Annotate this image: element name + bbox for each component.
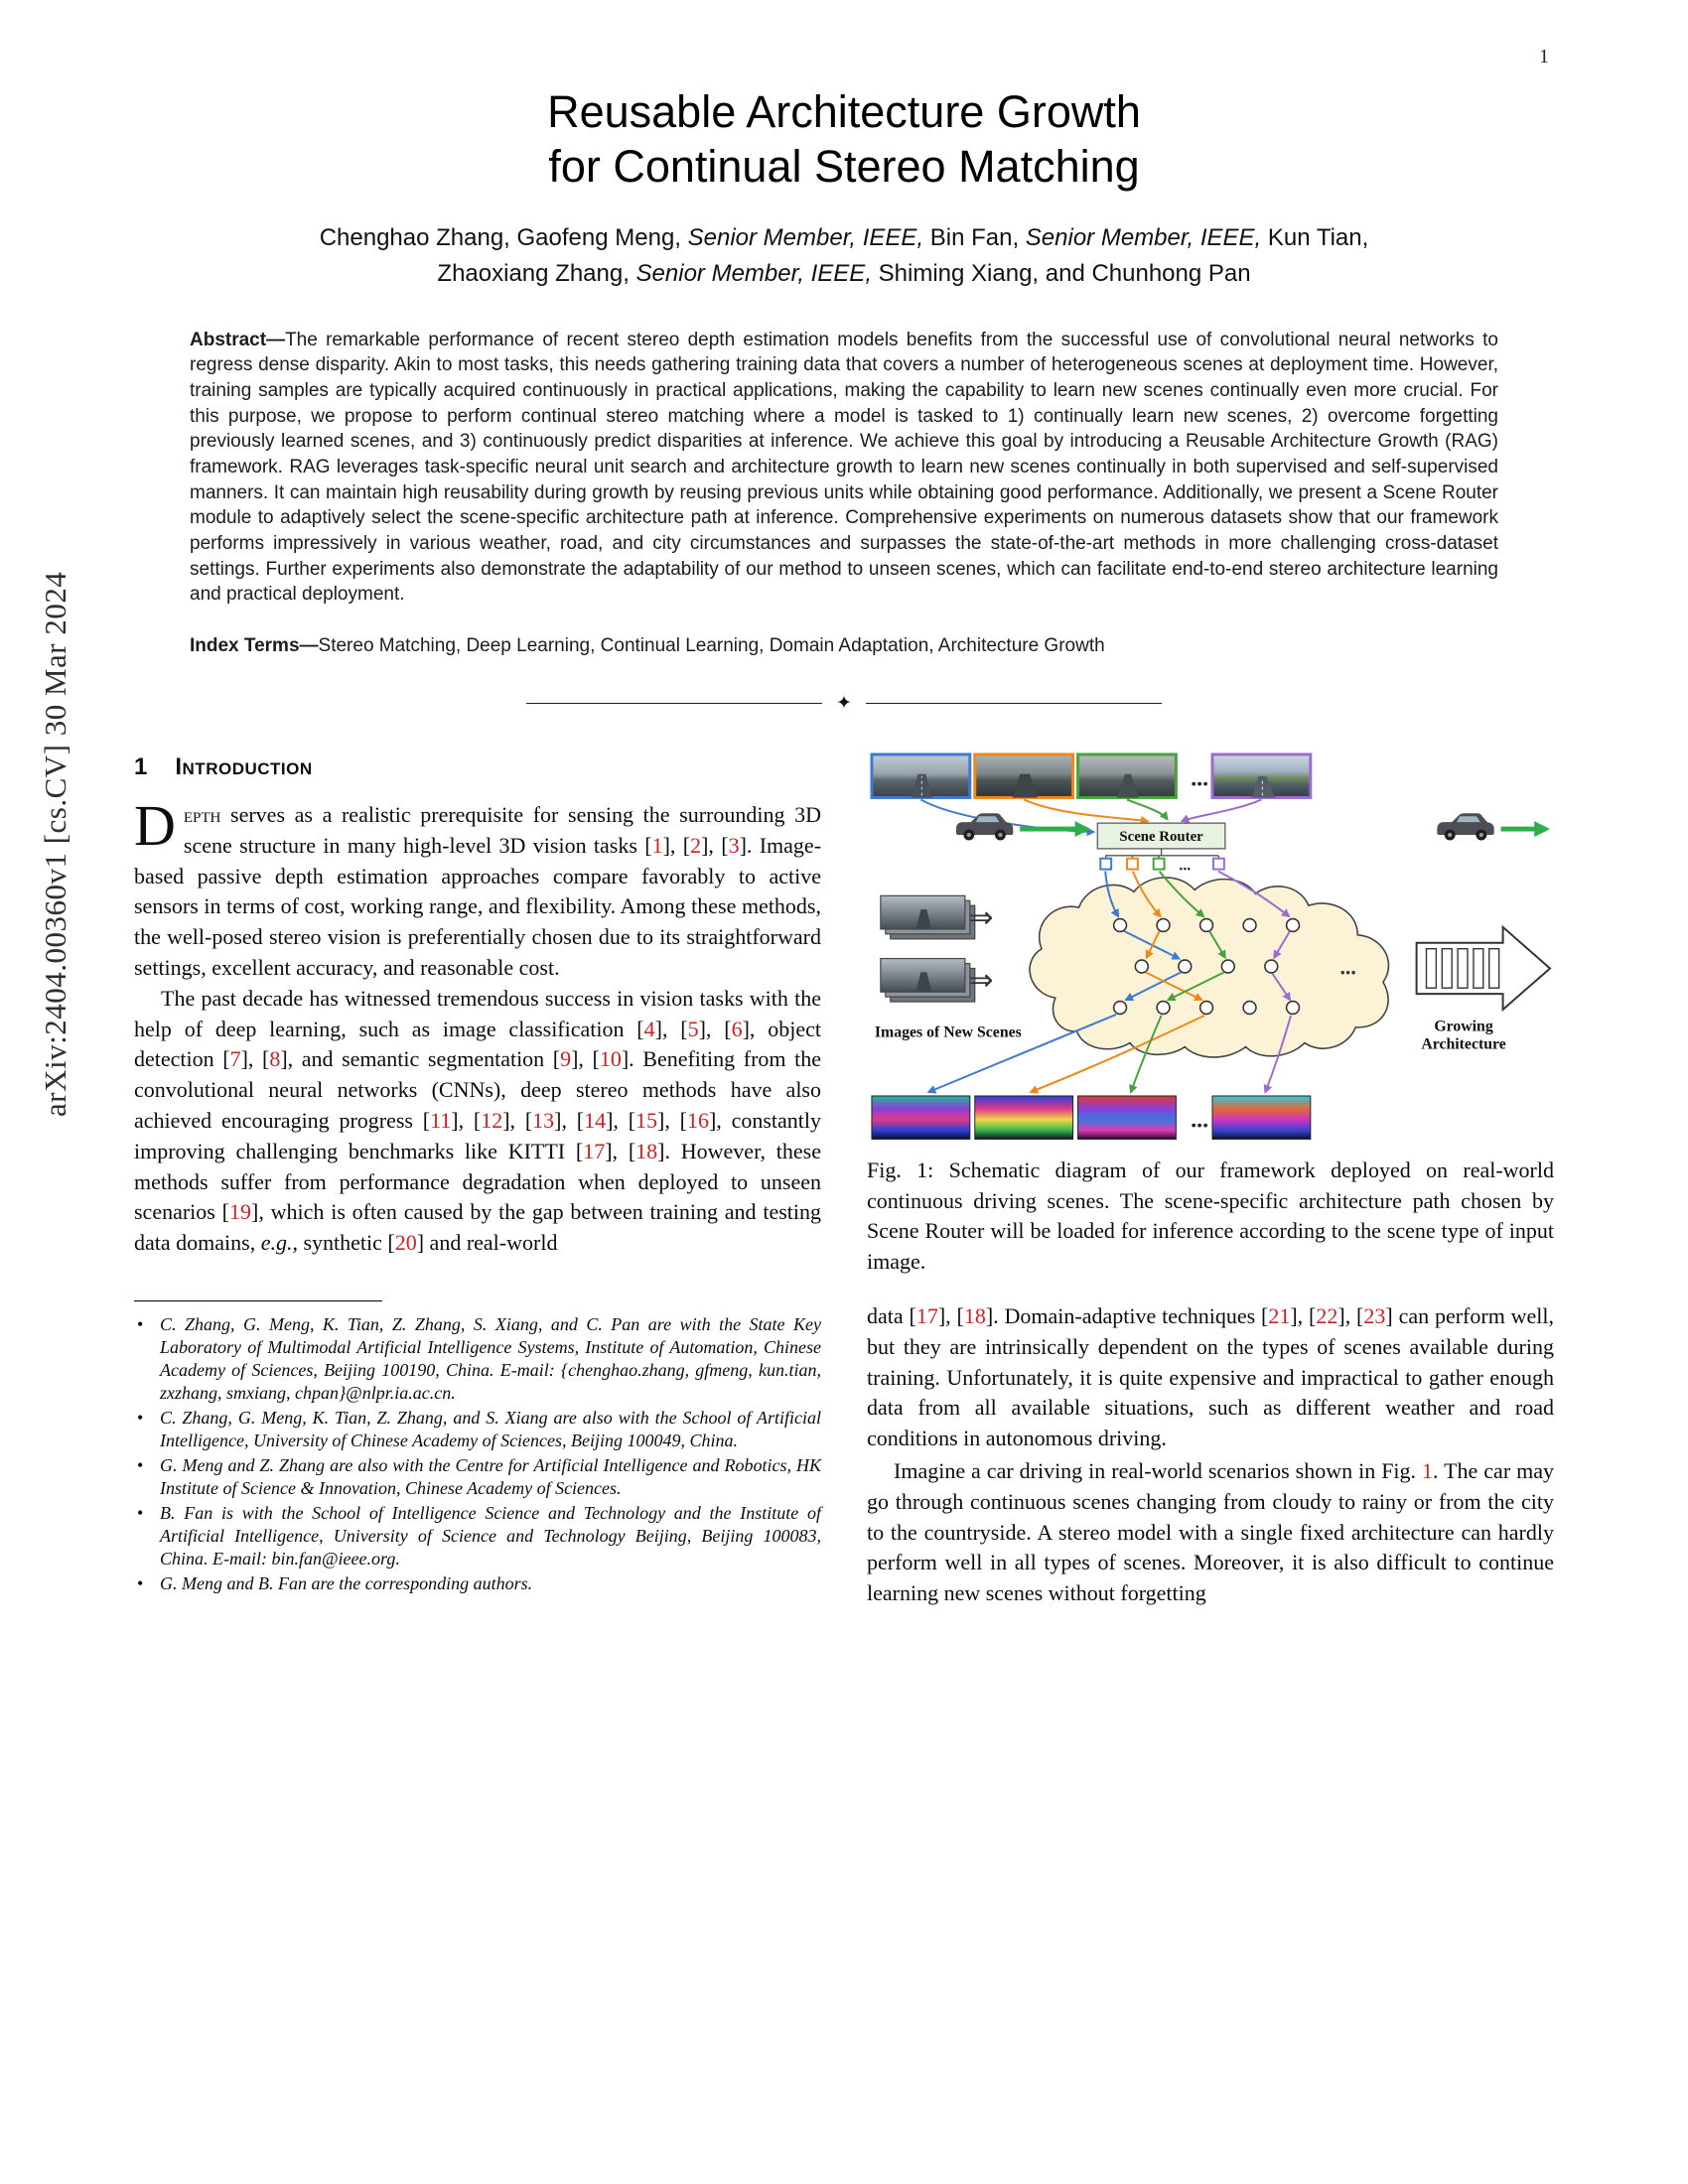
paper-content (134, 85, 1554, 1609)
index-terms-text: Stereo Matching, Deep Learning, Continual Learning, Domain Adaptation, Architecture Growth (318, 634, 1105, 656)
footnote-text: G. Meng and Z. Zhang are also with the Centre for Artificial Intelligence and Robotics, HK Institute of Science & Innovation, Chinese Academy of Sciences. (160, 1455, 821, 1499)
path-square-green (1154, 859, 1165, 870)
citation-link[interactable]: 13 (532, 1108, 555, 1134)
abstract (190, 328, 1498, 608)
scene-image-suburban (1212, 754, 1311, 797)
right-paragraph-1: data [17], [18]. Domain-adaptive techniques [21], [22], [23] can perform well, but they are intrinsically dependent on the types of scenes available during training. Unfortunately, it is quite expensive and impractical to gather enough data from all available situations, such as different weather and road conditions in autonomous driving. (867, 1303, 1555, 1451)
unit-node (1200, 1002, 1213, 1015)
unit-node (1265, 961, 1278, 974)
italic-text: Senior Member, IEEE, (687, 223, 924, 251)
unit-node (1243, 919, 1256, 932)
unit-node (1221, 961, 1234, 974)
unit-node (1200, 919, 1213, 932)
citation-link[interactable]: 6 (731, 1016, 743, 1041)
car-icon-right (1437, 814, 1493, 841)
section-number: 1 (134, 753, 148, 781)
citation-link[interactable]: 9 (560, 1046, 572, 1072)
scene-router-label: Scene Router (1119, 829, 1203, 846)
section-title: Introduction (175, 753, 313, 781)
unit-node (1179, 961, 1192, 974)
citation-link[interactable]: 12 (481, 1108, 503, 1134)
figure-1-caption: Fig. 1: Schematic diagram of our framework deployed on real-world continuous driving scenes. The scene-specific architecture path chosen by Scene Router will be loaded for inference according to the scene type of input image. (867, 1157, 1554, 1275)
ellipsis: ... (1191, 1108, 1209, 1135)
citation-link[interactable]: 23 (1363, 1303, 1386, 1329)
bullet-icon: • (137, 1314, 144, 1335)
citation-link[interactable]: 17 (915, 1303, 938, 1329)
citation-link[interactable]: 3 (728, 832, 740, 858)
image-stack-2 (881, 959, 975, 1002)
unit-node (1157, 919, 1170, 932)
double-arrow-icon: ⇒ (968, 965, 994, 998)
footnote-item (134, 1454, 821, 1500)
unit-node (1114, 1002, 1127, 1015)
citation-link[interactable]: 20 (394, 1230, 417, 1256)
image-stack-1 (881, 896, 975, 939)
author-line-2: Zhaoxiang Zhang, Senior Member, IEEE, Shiming Xiang, and Chunhong Pan (437, 259, 1251, 287)
car-icon-left (956, 814, 1013, 841)
path-square-purple (1213, 859, 1224, 870)
citation-link[interactable]: 22 (1316, 1303, 1338, 1329)
path-square-blue (1100, 859, 1111, 870)
bullet-icon: • (137, 1503, 144, 1524)
footnote-item (134, 1313, 821, 1405)
bullet-icon: • (137, 1408, 144, 1429)
growing-label-line1: Growing (1434, 1019, 1493, 1036)
index-terms-label: Index Terms— (190, 634, 319, 656)
author-list (134, 220, 1554, 292)
unit-node (1157, 1002, 1170, 1015)
italic-text: e.g. (260, 1230, 293, 1256)
right-column (867, 751, 1554, 1609)
architecture-layer-bar (1442, 949, 1452, 989)
citation-link[interactable]: 5 (687, 1016, 699, 1041)
ellipsis: ... (1191, 766, 1209, 793)
section-separator (526, 692, 1162, 715)
citation-link[interactable]: 18 (963, 1303, 986, 1329)
architecture-layer-bar (1458, 949, 1468, 989)
bullet-icon: • (137, 1455, 144, 1476)
citation-link[interactable]: 17 (583, 1138, 606, 1163)
architecture-layer-bar (1489, 949, 1499, 989)
scene-router (1097, 824, 1225, 875)
two-column-body (134, 751, 1554, 1609)
citation-link[interactable]: 14 (584, 1108, 607, 1134)
double-arrow-icon: ⇒ (968, 902, 994, 935)
unit-node (1287, 919, 1300, 932)
intro-paragraph-1: Depth serves as a realistic prerequisite for sensing the surrounding 3D scene structure in many high-level 3D vision tasks [1], [2], [3]. Image-based passive depth estimation approaches compare favorably to active sensors in terms of cost, working range, and flexibility. Among these methods, the well-posed stereo vision is preferentially chosen due to its straightforward settings, excellent accuracy, and reasonable cost. (134, 793, 822, 981)
footnote-text: G. Meng and B. Fan are the corresponding authors. (160, 1573, 533, 1594)
citation-link[interactable]: 16 (686, 1108, 709, 1134)
italic-text: Senior Member, IEEE, (1025, 223, 1262, 251)
footnote-text: C. Zhang, G. Meng, K. Tian, Z. Zhang, and S. Xiang are also with the School of Artificial Intelligence, University of Chinese Academy of Sciences, Beijing 100049, China. (160, 1408, 821, 1451)
italic-text: Senior Member, IEEE, (635, 259, 872, 287)
disparity-map-1 (872, 1096, 970, 1139)
citation-link[interactable]: 2 (690, 832, 702, 858)
diamond-separator-icon: ✦ (836, 693, 852, 715)
growing-architecture (1417, 927, 1550, 1053)
title-line-2: for Continual Stereo Matching (548, 140, 1140, 192)
path-square-orange (1127, 859, 1138, 870)
left-column (134, 751, 821, 1609)
citation-link[interactable]: 8 (269, 1046, 281, 1072)
ellipsis: ... (1339, 955, 1356, 980)
scene-image-rainy (975, 754, 1073, 797)
unit-node (1114, 919, 1127, 932)
citation-link[interactable]: 1 (1422, 1458, 1434, 1484)
figure1-schematic (867, 751, 1554, 1143)
title-line-1: Reusable Architecture Growth (547, 86, 1141, 137)
footnote-rule (134, 1300, 382, 1301)
citation-link[interactable]: 10 (599, 1046, 622, 1072)
section-1-heading (134, 751, 821, 784)
author-line-1: Chenghao Zhang, Gaofeng Meng, Senior Member, IEEE, Bin Fan, Senior Member, IEEE, Kun Tian, (319, 223, 1369, 251)
output-disparity-maps (872, 1096, 1311, 1139)
abstract-label: Abstract— (190, 329, 286, 350)
growing-label-line2: Architecture (1421, 1035, 1506, 1053)
citation-link[interactable]: 4 (643, 1016, 655, 1041)
drop-cap: D (134, 793, 176, 859)
paper-title (134, 85, 1554, 195)
figure-1 (867, 751, 1554, 1143)
abstract-text: The remarkable performance of recent stereo depth estimation models benefits from the successful use of convolutional neural networks to regress dense disparity. Akin to most tasks, this needs gathering training data that covers a number of heterogeneous scenes at deployment time. However, training samples are typically acquired continuously in practical applications, making the capability to learn new scenes continually even more crucial. For this purpose, we propose to perform continual stereo matching where a model is tasked to 1) continually learn new scenes, 2) overcome forgetting previously learned scenes, and 3) continuously predict disparities at inference. We achieve this goal by introducing a Reusable Architecture Growth (RAG) framework. RAG leverages task-specific neural unit search and architecture growth to learn new scenes continually in both supervised and self-supervised manners. It can maintain high reusability during growth by reusing previous units while obtaining good performance. Additionally, we present a Scene Router module to adaptively select the scene-specific architecture path at inference. Comprehensive experiments on numerous datasets show that our framework performs impressively in various weather, road, and city circumstances and surpasses the state-of-the-art methods in more challenging cross-dataset settings. Further experiments also demonstrate the adaptability of our method to unseen scenes, which can facilitate end-to-end stereo architecture learning and practical deployment. (190, 329, 1498, 606)
author-footnotes (134, 1300, 821, 1595)
footnote-item (134, 1572, 821, 1595)
right-paragraph-2: Imagine a car driving in real-world scenarios shown in Fig. 1. The car may go through continuous scenes changing from cloudy to rainy or from the city to the countryside. A stereo model with a single fixed architecture can hardly perform well in all types of scenes. Moreover, it is also difficult to continue learning new scenes without forgetting (867, 1458, 1555, 1606)
citation-link[interactable]: 21 (1268, 1303, 1291, 1329)
architecture-layer-bar (1474, 949, 1483, 989)
separator-line-left (526, 703, 822, 704)
bullet-icon: • (137, 1573, 144, 1594)
architecture-layer-bar (1426, 949, 1436, 989)
footnote-item (134, 1502, 821, 1570)
images-of-new-scenes-label: Images of New Scenes (874, 1024, 1022, 1042)
citation-link[interactable]: 11 (430, 1108, 452, 1134)
footnote-item (134, 1407, 821, 1452)
smallcaps-text: epth (183, 802, 221, 828)
intro-paragraph-2: The past decade has witnessed tremendous success in vision tasks with the help of deep learning, such as image classification [4], [5], [6], object detection [7], [8], and semantic segmentation [9], [10]. Benefiting from the convolutional neural networks (CNNs), deep stereo methods have also achieved encouraging progress [11], [12], [13], [14], [15], [16], constantly improving challenging benchmarks like KITTI [17], [18]. However, these methods suffer from performance degradation when deployed to unseen scenarios [19], which is often caused by the gap between training and testing data domains, e.g., synthetic [20] and real-world (134, 985, 822, 1256)
architecture-cloud (1030, 878, 1388, 1057)
disparity-map-3 (1078, 1096, 1177, 1139)
citation-link[interactable]: 18 (635, 1138, 658, 1163)
citation-link[interactable]: 15 (635, 1108, 658, 1134)
disparity-map-4 (1212, 1096, 1311, 1139)
separator-line-right (866, 703, 1162, 704)
page-number: 1 (1539, 46, 1549, 68)
citation-link[interactable]: 7 (229, 1046, 241, 1072)
input-scene-images (872, 754, 1311, 797)
index-terms (190, 633, 1498, 659)
unit-node (1243, 1002, 1256, 1015)
citation-link[interactable]: 19 (229, 1199, 251, 1225)
ellipsis: ... (1179, 858, 1192, 876)
footnote-text: B. Fan is with the School of Intelligence Science and Technology and the Institute of Artificial Intelligence, University of Science and Technology Beijing, Beijing 100083, China. E-mail: bin.fan@ieee.org. (160, 1503, 821, 1570)
citation-link[interactable]: 1 (651, 832, 663, 858)
disparity-map-2 (975, 1096, 1073, 1139)
footnote-text: C. Zhang, G. Meng, K. Tian, Z. Zhang, S. Xiang, and C. Pan are with the State Key Laboratory of Multimodal Artificial Intelligence Systems, Institute of Automation, Chinese Academy of Sciences, Beijing 100190, China. E-mail: {chenghao.zhang, gfmeng, kun.tian, zxzhang, smxiang, chpan}@nlpr.ia.ac.cn. (160, 1314, 821, 1404)
unit-node (1287, 1002, 1300, 1015)
unit-node (1135, 961, 1148, 974)
scene-image-cloudy-city (872, 754, 970, 797)
scene-image-wet-road (1078, 754, 1177, 797)
arxiv-watermark: arXiv:2404.00360v1 [cs.CV] 30 Mar 2024 (38, 571, 72, 1117)
